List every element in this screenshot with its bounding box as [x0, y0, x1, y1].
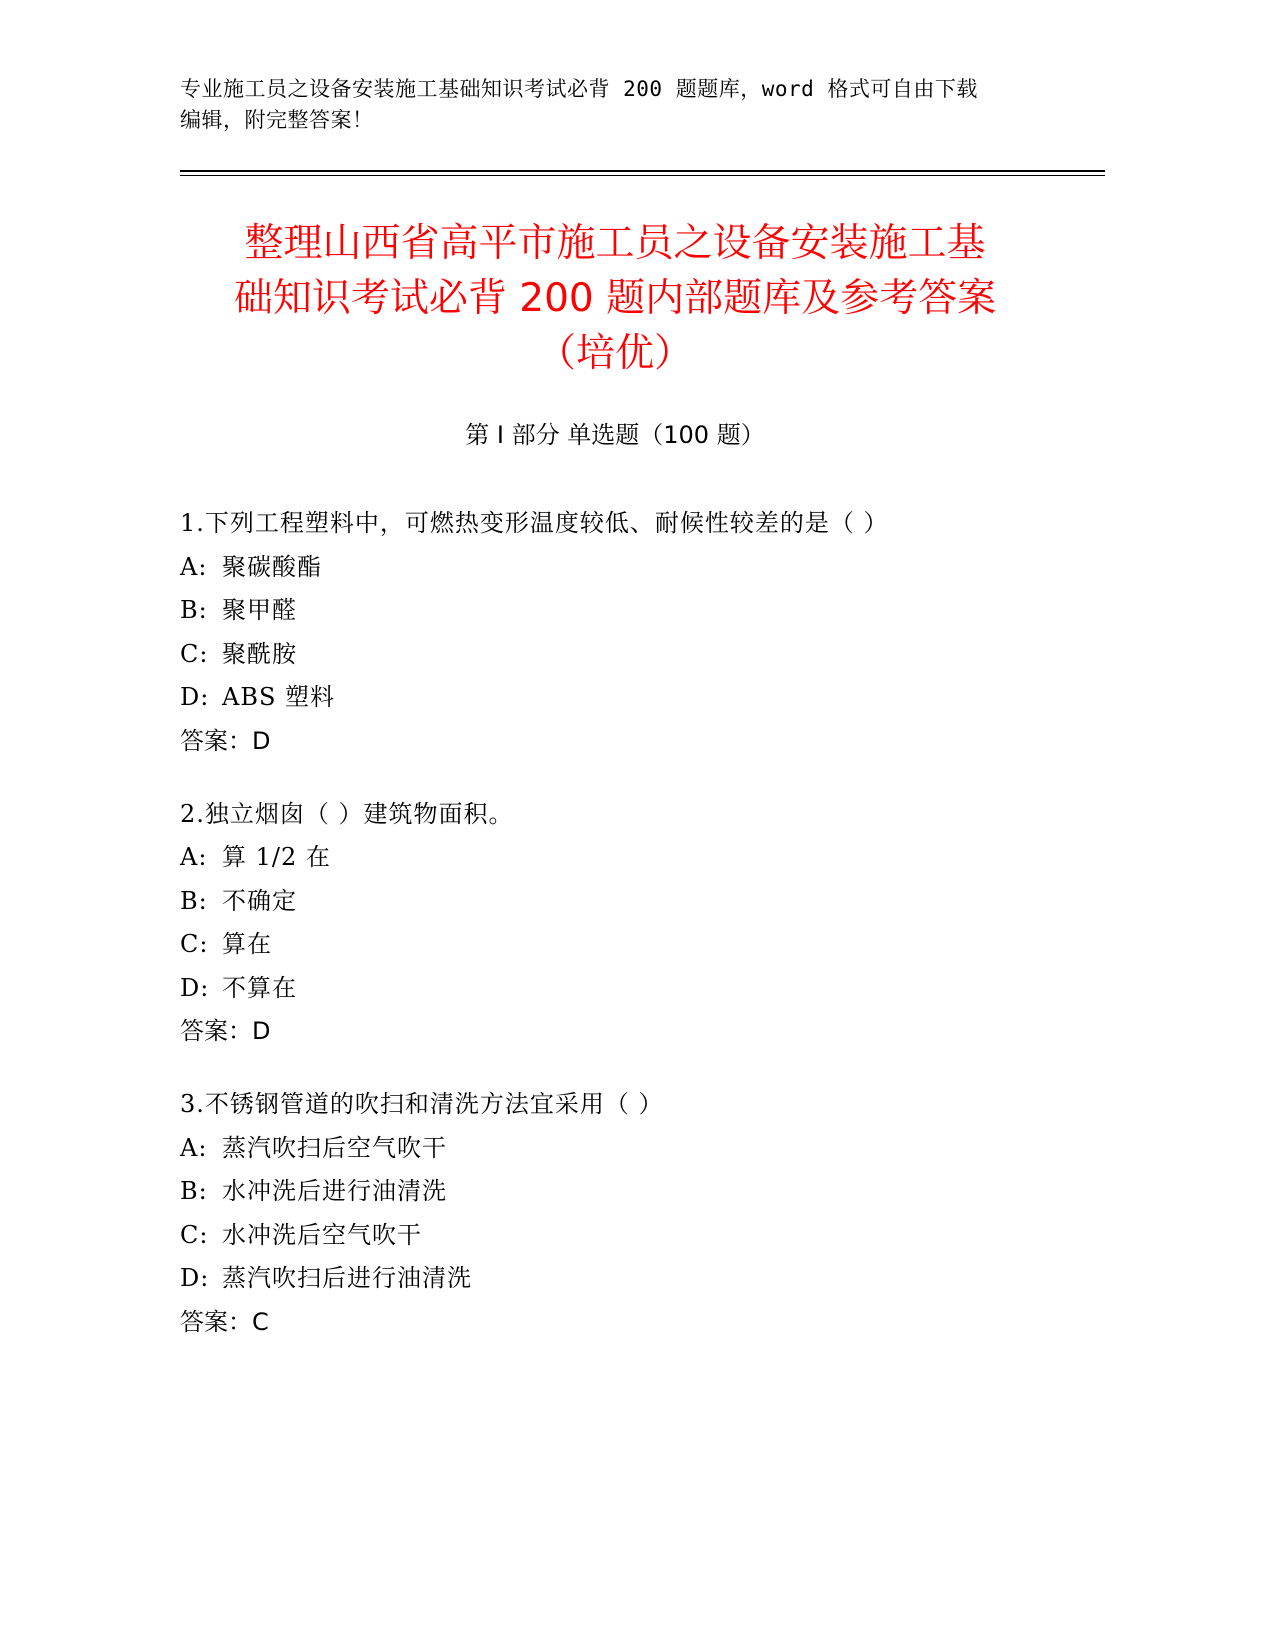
option-a: [180, 842, 1100, 872]
document-title: [180, 216, 1050, 381]
option-letter: D:: [180, 683, 210, 711]
option-letter: B:: [180, 596, 208, 624]
question-1: [180, 508, 1100, 756]
option-letter: D:: [180, 1264, 210, 1292]
option-b: [180, 886, 1100, 916]
option-text: 蒸汽吹扫后进行油清洗: [222, 1264, 472, 1292]
option-a: [180, 1133, 1100, 1163]
question-stem: 2.独立烟囱（ ）建筑物面积。: [180, 799, 514, 828]
option-letter: C:: [180, 639, 209, 668]
title-line-3: （培优）: [536, 331, 693, 376]
answer: 答案：C: [180, 1307, 269, 1336]
option-d: [180, 1263, 1100, 1293]
header-note-line-2: 编辑，附完整答案！: [180, 108, 374, 132]
option-letter: A:: [180, 1133, 208, 1162]
option-text: 不算在: [222, 973, 297, 1002]
option-c: [180, 639, 1100, 669]
header-note: [180, 74, 1050, 136]
title-line-2: 础知识考试必背 200 题内部题库及参考答案: [233, 276, 997, 321]
option-b: [180, 595, 1100, 625]
option-text: 聚甲醛: [222, 596, 297, 624]
title-line-1: 整理山西省高平市施工员之设备安装施工基: [244, 221, 986, 266]
option-letter: A:: [180, 843, 208, 871]
option-letter: C:: [180, 1220, 209, 1249]
option-letter: B:: [180, 886, 208, 915]
option-letter: A:: [180, 552, 208, 581]
question-stem: 1.下列工程塑料中，可燃热变形温度较低、耐候性较差的是（ ）: [180, 509, 889, 537]
question-3: [180, 1089, 1100, 1337]
option-b: [180, 1176, 1100, 1206]
option-text: 蒸汽吹扫后空气吹干: [222, 1133, 447, 1162]
question-list: [180, 508, 1100, 1380]
option-d: [180, 973, 1100, 1003]
answer: 答案：D: [180, 1017, 271, 1045]
option-text: 聚酰胺: [222, 639, 297, 668]
option-letter: D:: [180, 973, 210, 1002]
option-text: 不确定: [222, 886, 297, 915]
answer: 答案：D: [180, 726, 271, 755]
option-letter: B:: [180, 1177, 208, 1205]
question-stem: 3.不锈钢管道的吹扫和清洗方法宜采用（ ）: [180, 1090, 664, 1118]
header-note-line-1: 专业施工员之设备安装施工基础知识考试必背 200 题题库，word 格式可自由下载: [180, 77, 978, 101]
option-text: ABS 塑料: [222, 683, 336, 711]
option-c: [180, 1220, 1100, 1250]
section-heading: 第 I 部分 单选题（100 题）: [465, 421, 765, 449]
option-d: [180, 682, 1100, 712]
option-text: 水冲洗后空气吹干: [222, 1220, 422, 1249]
option-c: [180, 929, 1100, 959]
header-divider-thin: [180, 175, 1105, 176]
option-a: [180, 552, 1100, 582]
option-letter: C:: [180, 930, 209, 958]
option-text: 算在: [222, 930, 272, 958]
option-text: 聚碳酸酯: [222, 552, 322, 581]
option-text: 水冲洗后进行油清洗: [222, 1177, 447, 1205]
option-text: 算 1/2 在: [222, 843, 331, 871]
question-2: [180, 799, 1100, 1047]
header-divider-thick: [180, 170, 1105, 172]
